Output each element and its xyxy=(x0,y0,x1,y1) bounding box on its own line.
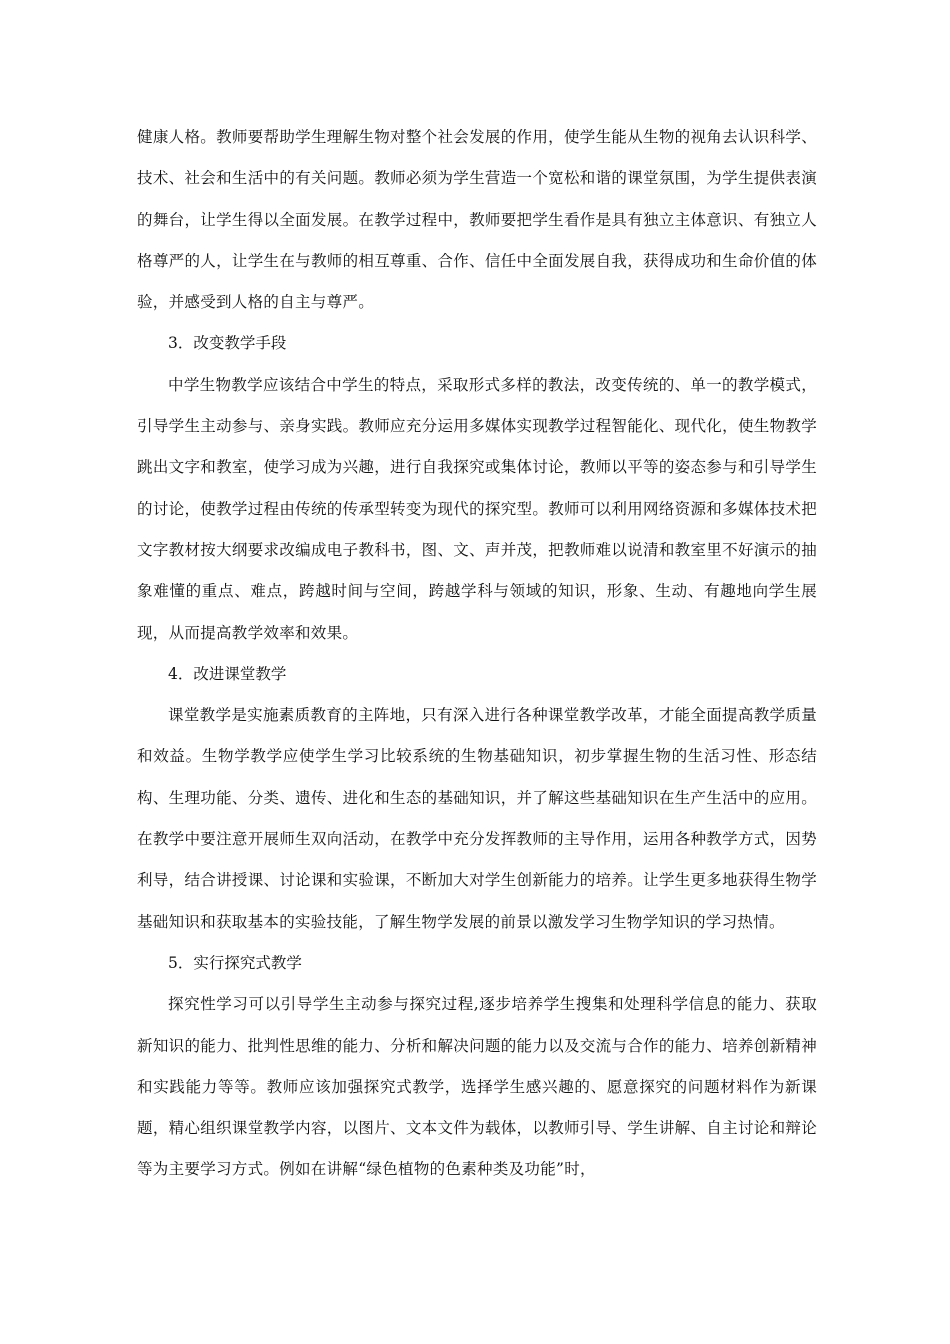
paragraph-teaching-means: 中学生物教学应该结合中学生的特点，采取形式多样的教法，改变传统的、单一的教学模式，引导学生主动参与、亲身实践。教师应充分运用多媒体实现教学过程智能化、现代化，使生物教学跳出文字和教室，使学习成为兴趣，进行自我探究或集体讨论，教师以平等的姿态参与和引导学生的讨论，使教学过程由传统的传承型转变为现代的探究型。教师可以利用网络资源和多媒体技术把文字教材按大纲要求改编成电子教科书，图、文、声并茂，把教师难以说清和教室里不好演示的抽象难懂的重点、难点，跨越时间与空间，跨越学科与领域的知识，形象、生动、有趣地向学生展现，从而提高教学效率和效果。 xyxy=(137,375,817,642)
paragraph-classroom-teaching: 课堂教学是实施素质教育的主阵地，只有深入进行各种课堂教学改革，才能全面提高教学质量和效益。生物学教学应使学生学习比较系统的生物基础知识，初步掌握生物的生活习性、形态结构、生理功能、分类、遗传、进化和生态的基础知识，并了解这些基础知识在生产生活中的应用。在教学中要注意开展师生双向活动，在教学中充分发挥教师的主导作用，运用各种教学方式，因势利导，结合讲授课、讨论课和实验课，不断加大对学生创新能力的培养。让学生更多地获得生物学基础知识和获取基本的实验技能，了解生物学发展的前景以激发学习生物学知识的学习热情。 xyxy=(137,706,817,931)
section-heading-3: 3．改变教学手段 xyxy=(168,334,287,353)
paragraph-healthy-personality: 健康人格。教师要帮助学生理解生物对整个社会发展的作用，使学生能从生物的视角去认识科学、技术、社会和生活中的有关问题。教师必须为学生营造一个宽松和谐的课堂氛围，为学生提供表演的舞台，让学生得以全面发展。在教学过程中，教师要把学生看作是具有独立主体意识、有独立人格尊严的人，让学生在与教师的相互尊重、合作、信任中全面发展自我，获得成功和生命价值的体验，并感受到人格的自主与尊严。 xyxy=(137,128,817,312)
section-heading-4: 4．改进课堂教学 xyxy=(168,664,287,683)
document-body xyxy=(137,117,817,1191)
paragraph-inquiry-teaching: 探究性学习可以引导学生主动参与探究过程,逐步培养学生搜集和处理科学信息的能力、获取新知识的能力、批判性思维的能力、分析和解决问题的能力以及交流与合作的能力、培养创新精神和实践能力等等。教师应该加强探究式教学，选择学生感兴趣的、愿意探究的问题材料作为新课题，精心组织课堂教学内容，以图片、文本文件为载体，以教师引导、学生讲解、自主讨论和辩论等为主要学习方式。例如在讲解“绿色植物的色素种类及功能”时， xyxy=(137,995,817,1179)
section-heading-5: 5．实行探究式教学 xyxy=(168,953,302,972)
